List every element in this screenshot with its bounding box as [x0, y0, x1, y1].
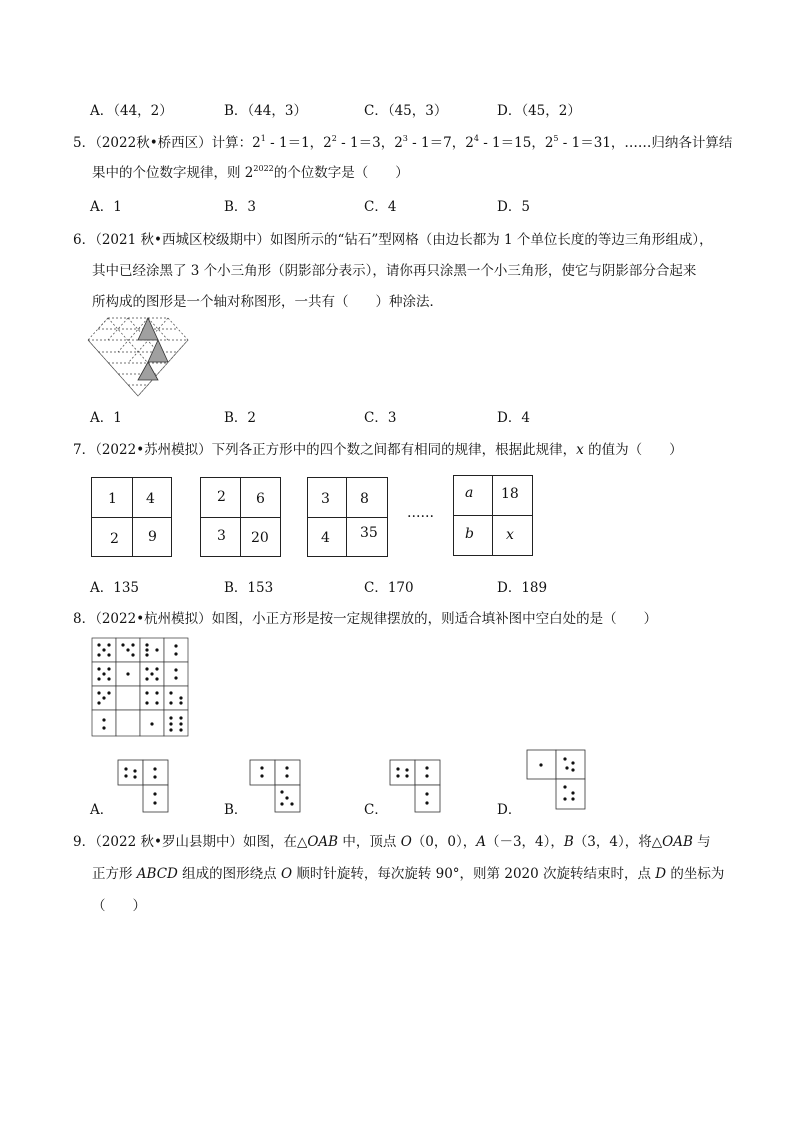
q8-figure-c[interactable] [390, 760, 442, 814]
square-cell: 1 [108, 491, 117, 507]
ellipsis: …… [407, 505, 434, 521]
square-cell: 4 [146, 491, 155, 507]
diamond-triangle-grid [88, 318, 188, 398]
q7-number: 7． [73, 442, 96, 458]
square-cell: 9 [148, 529, 157, 545]
q5-stem-line2: 果中的个位数字规律，则 $2^{2022}$的个位数字是（ ） [92, 164, 409, 181]
q5-option-b[interactable]: B．3 [224, 199, 257, 215]
square-cell: 20 [251, 530, 269, 546]
square-cell: 18 [501, 486, 519, 502]
square-cell: 6 [256, 491, 265, 507]
q6-stem-line2: 其中已经涂黑了 3 个小三角形（阴影部分表示），请你再只涂黑一个小三角形，使它与阴影部分合起来 [92, 263, 697, 279]
square-cell: 4 [321, 530, 330, 546]
q9-stem-line2: 正方形 ABCD 组成的图形绕点 O 顺时针旋转，每次旋转 90°，则第 2020 次旋转结束时，点 D 的坐标为 [92, 866, 725, 882]
q9-number: 9． [73, 834, 96, 850]
q4-option-a[interactable]: A．（44，2） [90, 103, 173, 119]
q4-option-d[interactable]: D．（45，2） [497, 103, 581, 119]
q7-option-b[interactable]: B．153 [224, 580, 274, 596]
q5-number: 5． [73, 135, 96, 151]
q9-stem-line3: （ ） [92, 898, 146, 914]
number-square-4 [453, 475, 533, 556]
square-cell: 35 [360, 525, 378, 541]
q4-option-b[interactable]: B．（44，3） [224, 103, 307, 119]
q6-option-b[interactable]: B．2 [224, 410, 257, 426]
q4-option-c[interactable]: C．（45，3） [364, 103, 448, 119]
q6-stem-line3: 所构成的图形是一个轴对称图形，一共有（ ）种涂法． [92, 294, 443, 310]
q5-option-c[interactable]: C．4 [364, 199, 397, 215]
q5-option-d[interactable]: D．5 [497, 199, 530, 215]
square-cell: x [506, 527, 514, 543]
q5-source: （2022秋•桥西区） [95, 135, 212, 151]
shaded-triangle [138, 362, 158, 380]
q9-stem-line1: 9．（2022 秋•罗山县期中）如图，在△OAB 中，顶点 O（0，0），A（－3，4），B（3，4），将△OAB 与 [73, 834, 711, 850]
square-cell: 2 [217, 489, 226, 505]
q8-number: 8． [73, 611, 96, 627]
number-square-3 [307, 477, 388, 557]
q8-figure-d[interactable] [527, 750, 587, 812]
q5-option-a[interactable]: A．1 [90, 199, 122, 215]
q7-option-a[interactable]: A．135 [90, 580, 140, 596]
q7-option-d[interactable]: D．189 [497, 580, 548, 596]
q8-figure-b[interactable] [250, 760, 302, 814]
q7-stem-line1: 7．（2022•苏州模拟）下列各正方形中的四个数之间都有相同的规律，根据此规律，x 的值为（ ） [73, 442, 683, 458]
q6-stem-line1: 6．（2021 秋•西城区校级期中）如图所示的“钻石”型网格（由边长都为 1 个单位长度的等边三角形组成）， [73, 232, 713, 248]
q8-figure-a[interactable] [118, 760, 170, 814]
square-cell: 8 [360, 491, 369, 507]
shaded-triangle [148, 340, 168, 362]
square-cell: 3 [321, 491, 330, 507]
q6-option-a[interactable]: A．1 [90, 410, 122, 426]
q8-option-d[interactable]: D． [497, 802, 522, 818]
q6-option-c[interactable]: C．3 [364, 410, 397, 426]
square-cell: 2 [110, 531, 119, 547]
number-square-2 [200, 477, 281, 557]
square-cell: 3 [217, 528, 226, 544]
number-square-1 [91, 477, 172, 557]
q6-number: 6． [73, 232, 96, 248]
q8-option-a[interactable]: A． [90, 802, 114, 818]
q5-stem-line1: 5．（2022秋•桥西区）计算：$2^1 - 1=1$，$2^2 - 1=3$，$2^3 - 1=7$，$2^4 - 1=15$，$2^5 - 1=31$，……归纳各计算结 [73, 134, 733, 151]
q8-stem-line1: 8．（2022•杭州模拟）如图，小正方形是按一定规律摆放的，则适合填补图中空白处的是（ ） [73, 611, 658, 627]
q6-option-d[interactable]: D．4 [497, 410, 530, 426]
q7-option-c[interactable]: C．170 [364, 580, 414, 596]
dice-pattern-grid [92, 638, 190, 738]
square-cell: b [465, 526, 474, 542]
square-cell: a [465, 485, 474, 501]
q8-option-b[interactable]: B． [224, 802, 248, 818]
q8-option-c[interactable]: C． [364, 802, 388, 818]
